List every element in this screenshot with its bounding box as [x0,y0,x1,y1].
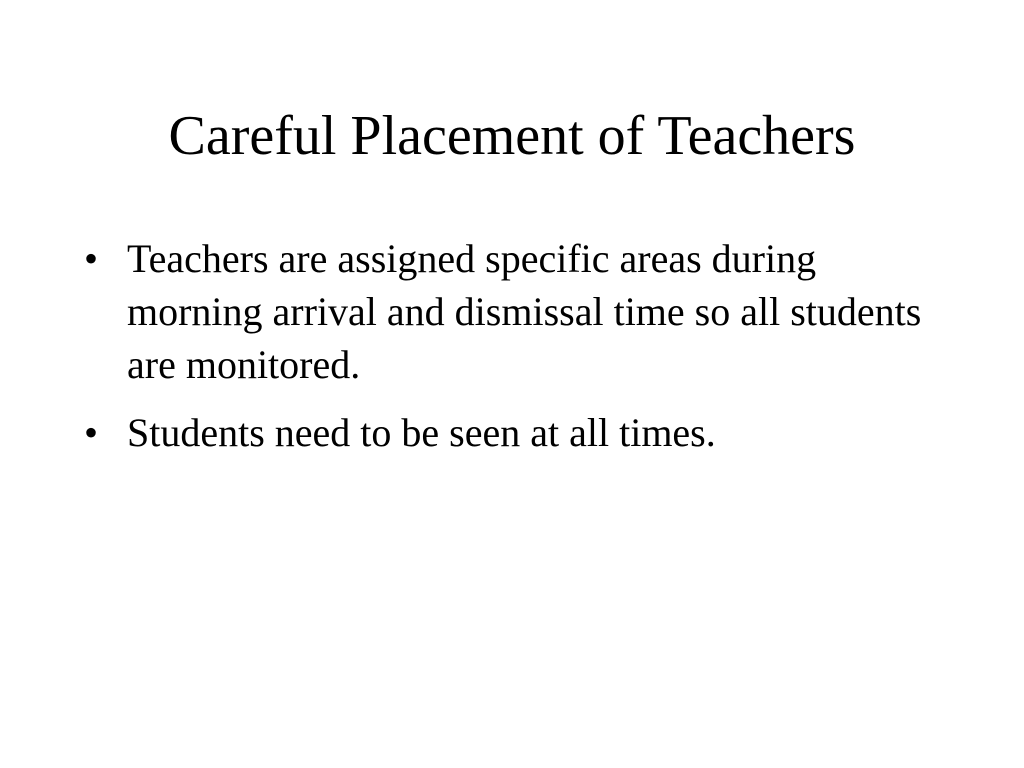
bullet-text: Teachers are assigned specific areas during morning arrival and dismissal time so all students are monitored. [127,236,922,387]
bullet-marker-icon: • [84,410,99,455]
bullet-list [84,232,944,474]
bullet-item [84,406,944,459]
slide-title: Careful Placement of Teachers [168,105,856,167]
bullet-marker-icon: • [84,236,99,281]
bullet-item [84,232,944,391]
bullet-text: Students need to be seen at all times. [127,410,716,455]
